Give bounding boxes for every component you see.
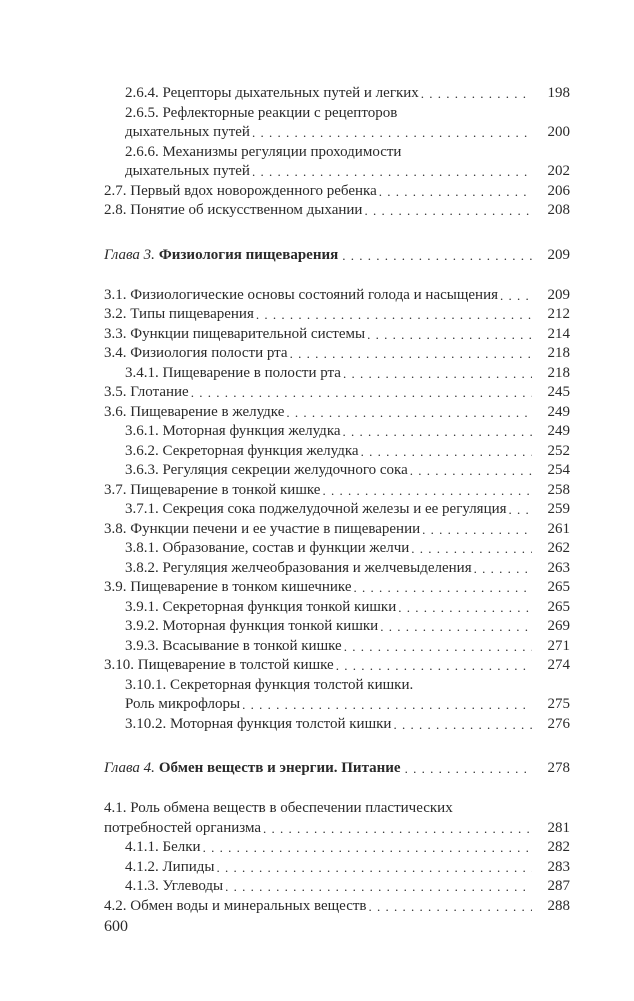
toc-entry-title: 3.8.1. Образование, состав и функции желчи <box>125 540 410 556</box>
dot-leader <box>361 442 532 462</box>
toc-entry-title: 3.4. Физиология полости рта <box>104 345 288 361</box>
toc-entry-title: 3.2. Типы пищеварения <box>104 306 254 322</box>
toc-entry-title: 2.8. Понятие об искусственном дыхании <box>104 202 363 218</box>
toc-entry-title: 3.8.2. Регуляция желчеобразования и желчевыделения <box>125 559 472 576</box>
toc-entry <box>104 182 570 202</box>
toc-entry-row <box>104 819 570 839</box>
toc-entry-row <box>125 461 570 481</box>
toc-entry <box>104 656 570 676</box>
toc-entry-row <box>104 520 570 540</box>
dot-leader <box>354 578 533 598</box>
toc-entry <box>104 877 570 897</box>
dot-leader <box>342 248 532 264</box>
toc-entry <box>104 799 570 838</box>
toc-page-number: 208 <box>547 202 570 218</box>
toc-page-number: 198 <box>547 85 570 101</box>
toc-entry-row <box>125 617 570 637</box>
toc-group-chapter4 <box>104 799 570 916</box>
toc-entry-title-line: 3.10.1. Секреторная функция толстой кишки. <box>125 676 414 693</box>
toc-page-number: 265 <box>547 579 570 595</box>
toc-entry-title: 3.6.1. Моторная функция желудка <box>125 423 341 439</box>
toc-entry <box>104 403 570 423</box>
dot-leader <box>225 877 532 897</box>
toc-entry <box>104 676 570 715</box>
toc-entry <box>104 617 570 637</box>
dot-leader <box>252 123 532 143</box>
dot-leader <box>343 422 532 442</box>
toc-entry-row <box>104 286 570 306</box>
toc-entry-row <box>125 162 570 182</box>
toc-entry <box>104 364 570 384</box>
toc-entry-title: 3.10.2. Моторная функция толстой кишки <box>125 715 392 732</box>
toc-entry <box>104 344 570 364</box>
toc-entry-title-line: 4.1. Роль обмена веществ в обеспечении пластических <box>104 800 453 816</box>
dot-leader <box>500 286 532 306</box>
chapter-page-number: 278 <box>547 760 570 776</box>
toc-entry-title: 3.6.3. Регуляция секреции желудочного сока <box>125 462 408 478</box>
toc-entry <box>104 104 570 143</box>
toc-entry <box>104 559 570 579</box>
toc-entry <box>104 383 570 403</box>
toc-entry-title: 2.7. Первый вдох новорожденного ребенка <box>104 182 377 199</box>
toc-page-number: 287 <box>547 878 570 894</box>
toc-page-number: 202 <box>547 163 570 179</box>
dot-leader <box>393 715 532 735</box>
toc-entry-title: 4.1.1. Белки <box>125 839 201 855</box>
toc-entry-title: 3.6. Пищеварение в желудке <box>104 403 285 420</box>
toc-entry <box>104 715 570 735</box>
toc-page-number: 200 <box>547 124 570 140</box>
dot-leader <box>343 364 532 384</box>
toc-entry-title: 4.1.3. Углеводы <box>125 878 224 894</box>
toc-entry <box>104 539 570 559</box>
toc-entry-row <box>125 877 570 897</box>
toc-entry-row <box>104 344 570 364</box>
dot-leader <box>191 383 532 403</box>
dot-leader <box>364 201 532 221</box>
toc-entry <box>104 858 570 878</box>
dot-leader <box>336 656 532 676</box>
toc-entry-row <box>104 383 570 403</box>
chapter-title: Обмен веществ и энергии. Питание <box>158 760 401 776</box>
toc-entry <box>104 481 570 501</box>
toc-entry-row <box>125 364 570 384</box>
dot-leader <box>421 84 532 104</box>
toc-entry-title: 3.6.2. Секреторная функция желудка <box>125 442 359 459</box>
toc-entry-title: 3.1. Физиологические основы состояний голода и насыщения <box>104 286 498 303</box>
toc-entry-row <box>104 325 570 345</box>
chapter-4-heading <box>104 756 570 777</box>
toc-entry-row <box>125 123 570 143</box>
dot-leader <box>286 403 532 423</box>
toc-entry-title: 3.9. Пищеварение в тонком кишечнике <box>104 579 352 595</box>
toc-entry-title: 3.10. Пищеварение в толстой кишке <box>104 657 334 673</box>
dot-leader <box>422 520 532 540</box>
toc-page-number: 218 <box>547 345 570 361</box>
toc-entry-row <box>125 695 570 715</box>
toc-page-number: 262 <box>547 540 570 556</box>
toc-entry <box>104 442 570 462</box>
dot-leader <box>380 617 532 637</box>
toc-page-number: 276 <box>547 715 570 732</box>
toc-page-number: 212 <box>547 306 570 322</box>
toc-page-number: 252 <box>547 442 570 459</box>
toc-entry-row <box>104 897 570 917</box>
toc-entry-row <box>125 539 570 559</box>
toc-page-number: 249 <box>547 403 570 420</box>
toc-entry-row <box>125 598 570 618</box>
dot-leader <box>405 761 532 777</box>
toc-group-chapter3 <box>104 286 570 735</box>
toc-entry-row <box>104 201 570 221</box>
toc-entry-title: 3.7. Пищеварение в тонкой кишке <box>104 481 321 498</box>
chapter-label: Глава 3. <box>104 246 155 263</box>
toc-entry <box>104 201 570 221</box>
page-number: 600 <box>104 918 128 935</box>
toc-page-number: 249 <box>547 423 570 439</box>
toc-entry-title: 3.9.2. Моторная функция тонкой кишки <box>125 618 379 634</box>
toc-entry-row <box>104 182 570 202</box>
toc-entry-row <box>104 578 570 598</box>
toc-page-number: 288 <box>547 897 570 914</box>
toc-entry-title: потребностей организма <box>104 819 262 836</box>
toc-entry-row <box>125 715 570 735</box>
toc-page-number: 214 <box>547 325 570 342</box>
dot-leader <box>256 305 532 325</box>
table-of-contents <box>104 84 570 916</box>
toc-entry-row <box>125 858 570 878</box>
toc-entry <box>104 838 570 858</box>
dot-leader <box>367 325 532 345</box>
toc-entry-row <box>104 403 570 423</box>
toc-entry-title: 3.5. Глотание <box>104 384 189 400</box>
toc-entry <box>104 84 570 104</box>
dot-leader <box>216 858 532 878</box>
toc-entry-row <box>125 84 570 104</box>
toc-entry-row <box>104 481 570 501</box>
toc-page-number: 269 <box>547 618 570 634</box>
dot-leader <box>379 182 532 202</box>
toc-entry-title: 4.1.2. Липиды <box>125 858 215 875</box>
toc-page-number: 206 <box>547 182 570 199</box>
toc-entry-row <box>125 422 570 442</box>
toc-entry <box>104 500 570 520</box>
toc-entry-row <box>125 442 570 462</box>
toc-entry <box>104 305 570 325</box>
toc-entry-title-line: 2.6.6. Механизмы регуляции проходимости <box>125 143 402 160</box>
toc-page-number: 261 <box>547 520 570 537</box>
dot-leader <box>398 598 532 618</box>
toc-entry-title: дыхательных путей <box>125 124 250 140</box>
toc-entry-title-line: 2.6.5. Рефлекторные реакции с рецепторов <box>125 104 398 121</box>
toc-entry-title: Роль микрофлоры <box>125 696 241 712</box>
dot-leader <box>203 838 532 858</box>
toc-page-number: 209 <box>547 286 570 303</box>
toc-page-number: 218 <box>547 364 570 381</box>
dot-leader <box>263 819 532 839</box>
toc-group-chapter2-tail <box>104 84 570 221</box>
chapter-3-heading <box>104 243 570 264</box>
toc-entry <box>104 422 570 442</box>
toc-entry-row <box>125 637 570 657</box>
toc-entry-title: 3.9.1. Секреторная функция тонкой кишки <box>125 598 397 615</box>
toc-entry-row <box>125 838 570 858</box>
toc-entry-title: 2.6.4. Рецепторы дыхательных путей и легких <box>125 85 419 101</box>
toc-entry-row <box>104 305 570 325</box>
toc-entry <box>104 461 570 481</box>
toc-entry <box>104 637 570 657</box>
toc-page-number: 282 <box>547 839 570 855</box>
chapter-page-number: 209 <box>547 246 570 263</box>
dot-leader <box>411 539 532 559</box>
toc-entry-title: 3.8. Функции печени и ее участие в пищеварении <box>104 520 421 537</box>
dot-leader <box>242 695 532 715</box>
dot-leader <box>474 559 532 579</box>
toc-page-number: 283 <box>547 858 570 875</box>
dot-leader <box>369 897 533 917</box>
dot-leader <box>509 500 532 520</box>
toc-page-number: 263 <box>547 559 570 576</box>
toc-entry <box>104 325 570 345</box>
toc-page-number: 281 <box>547 819 570 836</box>
toc-entry-title: дыхательных путей <box>125 163 250 179</box>
toc-page-number: 271 <box>547 637 570 654</box>
toc-page-number: 274 <box>547 657 570 673</box>
chapter-label: Глава 4. <box>104 760 155 776</box>
toc-page-number: 265 <box>547 598 570 615</box>
toc-entry-row <box>104 656 570 676</box>
toc-entry-title: 3.4.1. Пищеварение в полости рта <box>125 364 341 381</box>
toc-page-number: 254 <box>547 462 570 478</box>
toc-entry-row <box>125 559 570 579</box>
toc-entry-row <box>125 500 570 520</box>
toc-page-number: 259 <box>547 501 570 517</box>
dot-leader <box>252 162 532 182</box>
chapter-title: Физиология пищеварения <box>158 246 339 263</box>
toc-entry-title: 3.3. Функции пищеварительной системы <box>104 325 366 342</box>
dot-leader <box>290 344 532 364</box>
toc-entry <box>104 598 570 618</box>
toc-entry <box>104 143 570 182</box>
toc-entry-title: 4.2. Обмен воды и минеральных веществ <box>104 897 367 914</box>
toc-page-number: 258 <box>547 481 570 498</box>
dot-leader <box>322 481 532 501</box>
toc-entry-title: 3.7.1. Секреция сока поджелудочной железы и ее регуляция <box>125 501 507 517</box>
dot-leader <box>410 461 532 481</box>
toc-entry-title: 3.9.3. Всасывание в тонкой кишке <box>125 637 342 654</box>
toc-entry <box>104 897 570 917</box>
dot-leader <box>344 637 532 657</box>
toc-entry <box>104 286 570 306</box>
toc-entry <box>104 520 570 540</box>
toc-page-number: 245 <box>547 384 570 400</box>
toc-entry <box>104 578 570 598</box>
toc-page-number: 275 <box>547 696 570 712</box>
